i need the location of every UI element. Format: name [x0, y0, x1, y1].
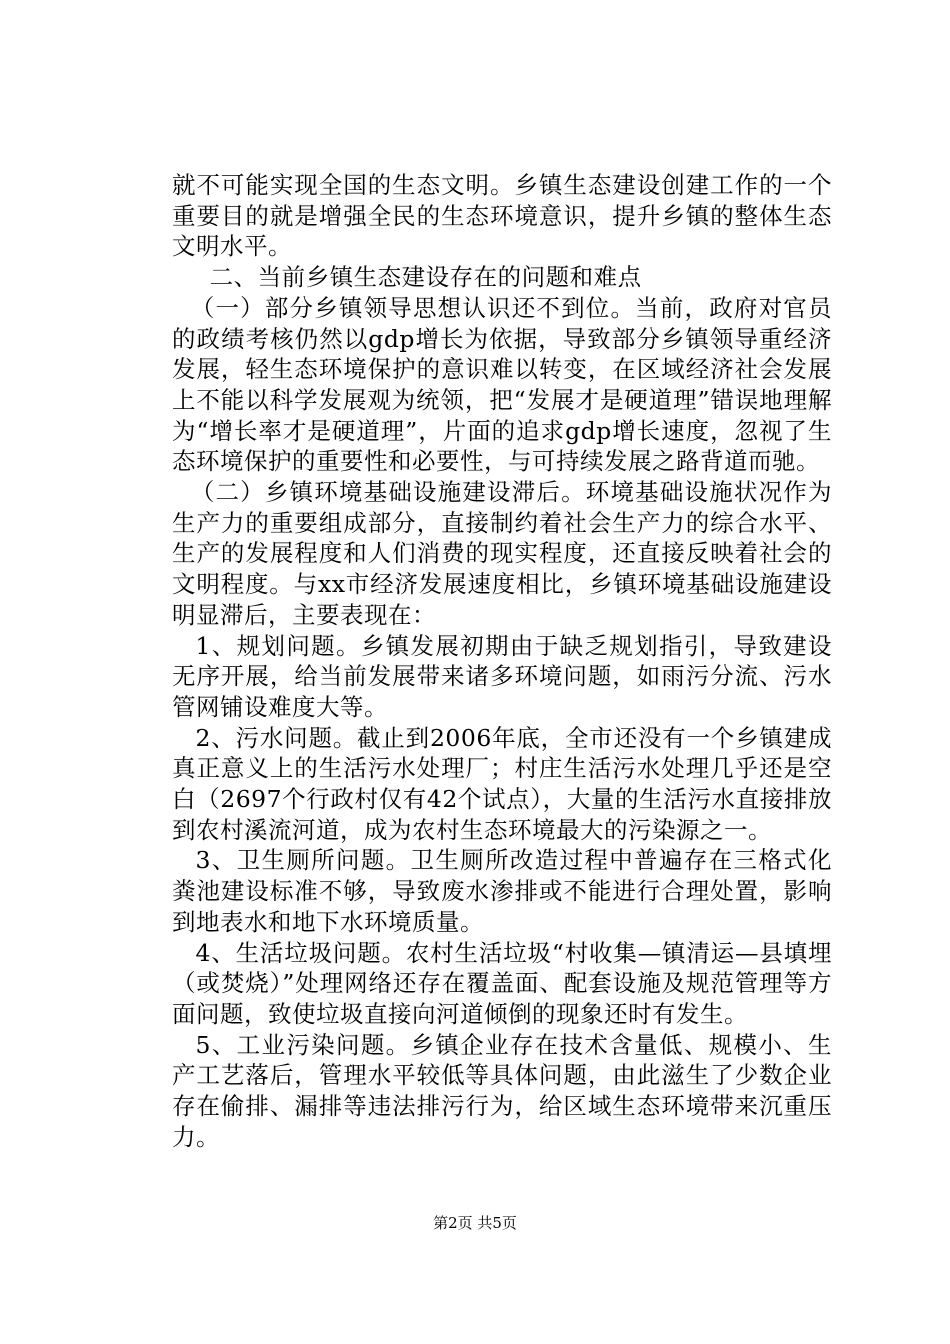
- paragraph-item-5: 5、工业污染问题。乡镇企业存在技术含量低、规模小、生产工艺落后，管理水平较低等具体问题，由此滋生了少数企业存在偷排、漏排等违法排污行为，给区域生态环境带来沉重压力。: [172, 1030, 832, 1151]
- section-heading: 二、当前乡镇生态建设存在的问题和难点: [209, 263, 642, 292]
- paragraph-item-4: 4、生活垃圾问题。农村生活垃圾“村收集—镇清运—县填埋（或焚烧）”处理网络还存在覆盖面、配套设施及规范管理等方面问题，致使垃圾直接向河道倾倒的现象还时有发生。: [172, 938, 832, 1028]
- paragraph-item-1: 1、规划问题。乡镇发展初期由于缺乏规划指引，导致建设无序开展，给当前发展带来诸多环境问题，如雨污分流、污水管网铺设难度大等。: [172, 631, 832, 721]
- paragraph-item-3: 3、卫生厕所问题。卫生厕所改造过程中普遍存在三格式化粪池建设标准不够，导致废水渗排或不能进行合理处置，影响到地表水和地下水环境质量。: [172, 846, 832, 936]
- page-number-footer: 第2页 共5页: [433, 1214, 517, 1232]
- paragraph-continuation: 就不可能实现全国的生态文明。乡镇生态建设创建工作的一个重要目的就是增强全民的生态环境意识，提升乡镇的整体生态文明水平。: [172, 171, 832, 261]
- paragraph-subsection-2: （二）乡镇环境基础设施建设滞后。环境基础设施状况作为生产力的重要组成部分，直接制约着社会生产力的综合水平、生产的发展程度和人们消费的现实程度，还直接反映着社会的文明程度。与xx市经济发展速度相比，乡镇环境基础设施建设明显滞后，主要表现在：: [172, 478, 832, 629]
- paragraph-item-2: 2、污水问题。截止到2006年底，全市还没有一个乡镇建成真正意义上的生活污水处理厂；村庄生活污水处理几乎还是空白（2697个行政村仅有42个试点），大量的生活污水直接排放到农村溪流河道，成为农村生态环境最大的污染源之一。: [172, 723, 832, 844]
- document-body: [172, 170, 832, 1153]
- paragraph-subsection-1: （一）部分乡镇领导思想认识还不到位。当前，政府对官员的政绩考核仍然以gdp增长为依据，导致部分乡镇领导重经济发展，轻生态环境保护的意识难以转变，在区域经济社会发展上不能以科学发展观为统领，把“发展才是硬道理”错误地理解为“增长率才是硬道理”，片面的追求gdp增长速度，忽视了生态环境保护的重要性和必要性，与可持续发展之路背道而驰。: [172, 293, 832, 476]
